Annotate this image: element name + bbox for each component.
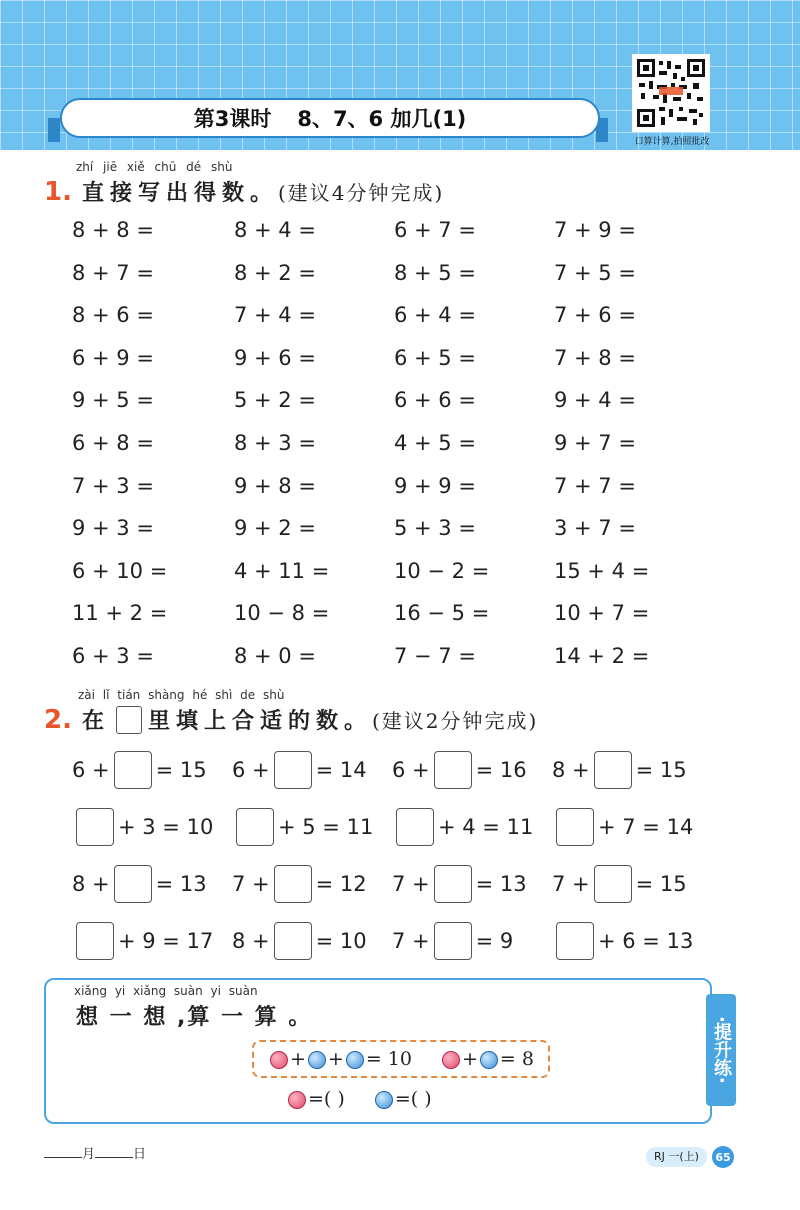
equation-left: 6 + (72, 758, 110, 782)
brush-icon (308, 1051, 326, 1069)
section1-heading: 直接写出得数。 (81, 181, 278, 206)
equation-right: = 10 (315, 929, 367, 953)
fill-blank-equation (72, 922, 213, 960)
equation-right: = 13 (155, 872, 207, 896)
fill-blank-equation (392, 922, 513, 960)
equation-right: = 12 (315, 872, 367, 896)
pen-icon (442, 1051, 460, 1069)
answer-box[interactable] (114, 751, 152, 789)
qr-code[interactable] (632, 54, 710, 132)
mental-math-equation: 8 + 7 = (72, 260, 154, 285)
date-field (44, 1143, 146, 1162)
answer-box[interactable] (114, 865, 152, 903)
brush-icon (375, 1091, 393, 1109)
equation-right: + 9 = 17 (118, 929, 214, 953)
answer-brush-blank[interactable]: =( ) (394, 1088, 432, 1110)
tab-advanced-practice (706, 994, 736, 1106)
mental-math-equation: 9 + 9 = (394, 473, 476, 498)
equation-1-result: = 10 (365, 1048, 412, 1070)
equation-right: = 15 (635, 872, 687, 896)
equation-left: 8 + (232, 929, 270, 953)
qr-code-icon (635, 57, 707, 129)
puzzle-equations (252, 1040, 550, 1078)
equation-left: 8 + (552, 758, 590, 782)
fill-blank-equation (552, 751, 687, 789)
fill-blank-equation (552, 922, 693, 960)
mental-math-equation: 7 + 4 = (234, 303, 316, 328)
mental-math-equation: 6 + 5 = (394, 345, 476, 370)
mental-math-equation: 4 + 11 = (234, 558, 330, 583)
mental-math-equation: 8 + 6 = (72, 303, 154, 328)
think-pinyin: xiǎng yi xiǎng suàn yi suàn (74, 984, 258, 998)
section1-number: 1. (44, 177, 72, 207)
lesson-title (60, 98, 600, 138)
equation-right: = 15 (635, 758, 687, 782)
mental-math-equation: 7 + 7 = (554, 473, 636, 498)
think-title: 想 一 想 ,算 一 算 。 (76, 1005, 313, 1030)
fill-blank-equation (552, 808, 693, 846)
mental-math-equation: 14 + 2 = (554, 644, 650, 668)
fill-blank-equation (232, 865, 367, 903)
day-label: 日 (133, 1147, 147, 1162)
section2-number: 2. (44, 704, 72, 735)
mental-math-equation: 8 + 3 = (234, 431, 316, 455)
lesson-number: 第3课时 (193, 107, 272, 131)
mental-math-equation: 6 + 6 = (394, 388, 476, 413)
equation-right: + 3 = 10 (118, 815, 214, 839)
equation-left: 7 + (552, 872, 590, 896)
fill-blank-equation (72, 751, 207, 789)
puzzle-equation-2: + = 8 (440, 1048, 534, 1070)
section2-note: (建议2分钟完成) (372, 709, 539, 733)
fill-blank-equation (72, 808, 213, 846)
section2-heading-pre: 在 (81, 709, 110, 734)
equation-left: 8 + (72, 872, 110, 896)
brush-icon (480, 1051, 498, 1069)
mental-math-equation: 8 + 5 = (394, 260, 476, 285)
mental-math-equation: 7 + 8 = (554, 345, 636, 370)
section2-title (44, 704, 538, 735)
section1-pinyin: zhí jiē xiě chū dé shù (76, 160, 233, 174)
mental-math-equation: 9 + 4 = (554, 388, 636, 413)
mental-math-equation: 9 + 8 = (234, 473, 316, 498)
equation-right: + 4 = 11 (438, 815, 534, 839)
edition-tag: RJ 一(上) (646, 1147, 707, 1167)
fill-blank-equation (392, 751, 527, 789)
fill-blank-equation (72, 865, 207, 903)
mental-math-equation: 8 + 4 = (234, 218, 316, 242)
answer-box[interactable] (594, 751, 632, 789)
answer-box[interactable] (76, 922, 114, 960)
day-blank[interactable] (95, 1146, 133, 1158)
mental-math-equation: 9 + 2 = (234, 516, 316, 541)
fill-blank-equation (232, 922, 367, 960)
equation-left: 7 + (392, 929, 430, 953)
month-blank[interactable] (44, 1146, 82, 1158)
mental-math-equation: 5 + 3 = (394, 516, 476, 541)
mental-math-equation: 9 + 7 = (554, 431, 636, 455)
mental-math-equation: 5 + 2 = (234, 388, 316, 413)
mental-math-equation: 4 + 5 = (394, 431, 476, 455)
answer-box[interactable] (434, 865, 472, 903)
answer-box[interactable] (434, 751, 472, 789)
mental-math-equation: 7 + 6 = (554, 303, 636, 328)
puzzle-answers (286, 1088, 432, 1110)
month-label: 月 (82, 1147, 96, 1162)
mental-math-equation: 6 + 8 = (72, 431, 154, 455)
mental-math-equation: 9 + 3 = (72, 516, 154, 541)
answer-box[interactable] (274, 751, 312, 789)
mental-math-equation: 9 + 6 = (234, 345, 316, 370)
answer-box[interactable] (274, 865, 312, 903)
mental-math-equation: 16 − 5 = (394, 601, 490, 626)
mental-math-equation: 11 + 2 = (72, 601, 168, 626)
fill-blank-equation (392, 808, 533, 846)
mental-math-equation: 7 + 5 = (554, 260, 636, 285)
equation-2-result: = 8 (499, 1048, 534, 1070)
section2-heading-post: 里填上合适的数。 (147, 709, 372, 734)
answer-box[interactable] (434, 922, 472, 960)
mental-math-equation: 15 + 4 = (554, 558, 650, 583)
fill-blank-equation (232, 808, 373, 846)
equation-right: = 14 (315, 758, 367, 782)
title-blank-box (116, 706, 142, 734)
answer-box[interactable] (556, 922, 594, 960)
mental-math-equation: 7 + 9 = (554, 218, 636, 242)
mental-math-equation: 6 + 4 = (394, 303, 476, 328)
mental-math-equation: 6 + 7 = (394, 218, 476, 242)
equation-right: = 16 (475, 758, 527, 782)
mental-math-equation: 10 + 7 = (554, 601, 650, 626)
fill-blank-equation (232, 751, 367, 789)
mental-math-equation: 8 + 0 = (234, 644, 316, 668)
page-number: 65 (712, 1146, 734, 1168)
title-pill-left-cap (48, 118, 60, 142)
fill-blank-equation (392, 865, 527, 903)
answer-box[interactable] (556, 808, 594, 846)
brush-icon (346, 1051, 364, 1069)
equation-left: 7 + (392, 872, 430, 896)
equation-left: 6 + (232, 758, 270, 782)
answer-box[interactable] (594, 865, 632, 903)
mental-math-equation: 9 + 5 = (72, 388, 154, 413)
answer-box[interactable] (76, 808, 114, 846)
equation-left: 7 + (232, 872, 270, 896)
mental-math-equation: 8 + 2 = (234, 260, 316, 285)
mental-math-equation: 7 + 3 = (72, 473, 154, 498)
tab-label: ·提升练· (711, 1016, 732, 1084)
mental-math-equation: 8 + 8 = (72, 218, 154, 242)
pen-icon (288, 1091, 306, 1109)
fill-blank-equation (552, 865, 687, 903)
section1-title (44, 176, 444, 207)
mental-math-equation: 3 + 7 = (554, 516, 636, 541)
section1-note: (建议4分钟完成) (277, 181, 445, 205)
mental-math-equation: 10 − 8 = (234, 601, 330, 626)
section2-pinyin: zài lǐ tián shàng hé shì de shù (78, 688, 285, 702)
answer-pen-blank[interactable]: =( ) (308, 1088, 345, 1110)
qr-caption: 口算计算,拍照批改 (634, 137, 710, 147)
equation-right: + 7 = 14 (598, 815, 694, 839)
lesson-topic: 8、7、6 加几(1) (297, 107, 467, 131)
mental-math-equation: 10 − 2 = (394, 558, 490, 583)
pen-icon (270, 1051, 288, 1069)
equation-right: = 15 (155, 758, 207, 782)
mental-math-equation: 6 + 9 = (72, 345, 154, 370)
answer-box[interactable] (236, 808, 274, 846)
mental-math-equation: 6 + 3 = (72, 644, 154, 668)
answer-box[interactable] (274, 922, 312, 960)
equation-right: + 5 = 11 (278, 815, 374, 839)
mental-math-equation: 7 − 7 = (394, 644, 476, 668)
equation-right: = 13 (475, 872, 527, 896)
equation-right: = 9 (475, 929, 514, 953)
mental-math-equation: 6 + 10 = (72, 558, 168, 583)
equation-right: + 6 = 13 (598, 929, 694, 953)
equation-left: 6 + (392, 758, 430, 782)
puzzle-equation-1: + + = 10 (268, 1048, 412, 1070)
answer-box[interactable] (396, 808, 434, 846)
